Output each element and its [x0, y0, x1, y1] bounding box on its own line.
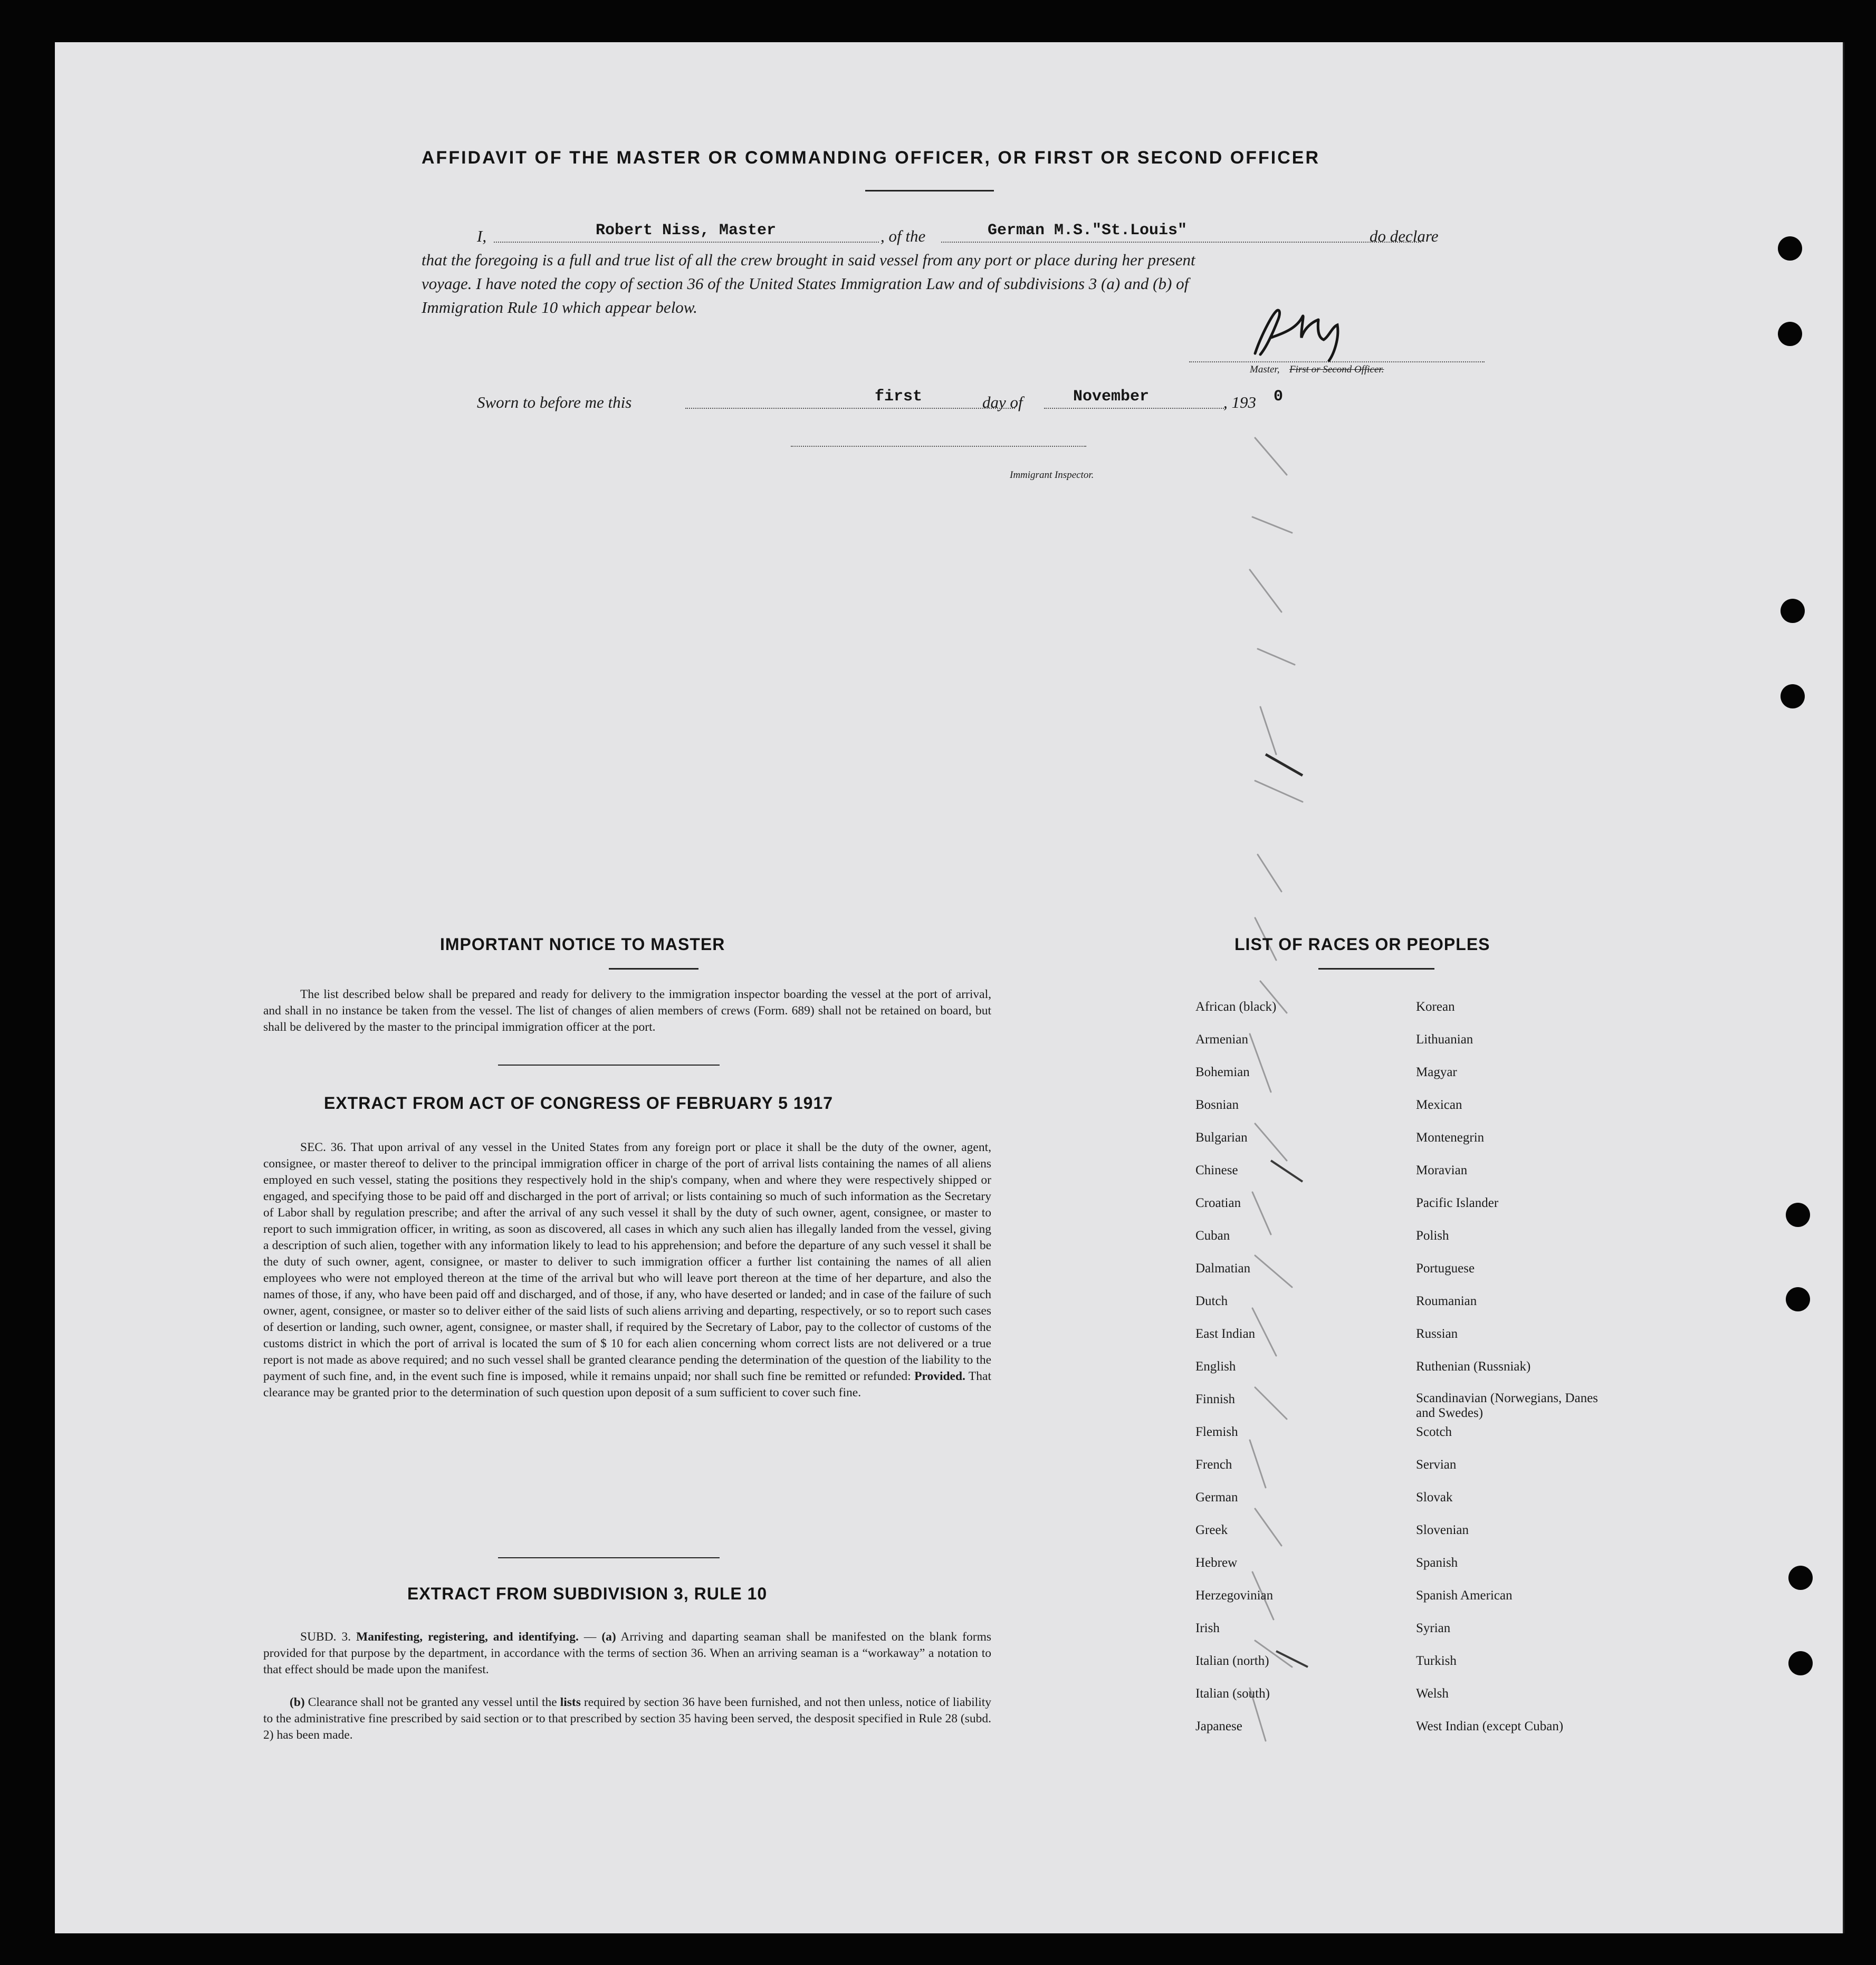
punch-hole	[1786, 1287, 1810, 1311]
title-divider	[865, 190, 994, 191]
race-item: African (black)	[1195, 1000, 1277, 1014]
race-item: Bulgarian	[1195, 1130, 1248, 1145]
rule-b-text-2: required by section 36 have been furnished, and not then unless, notice of liability to the administrative fine prescribed by said section or to that prescribed by section 35 having been served, the desposit specified in	[263, 1695, 992, 1726]
sworn-day-label: day of	[982, 393, 1023, 411]
race-item: Pacific Islander	[1416, 1196, 1499, 1210]
name-field-line	[494, 242, 879, 243]
affidavit-line1-suffix: do declare	[1370, 227, 1439, 245]
act-text-body: SEC. 36. That upon arrival of any vessel in the United States from any foreign port or place it shall be the duty of the owner, agent, consignee, or master thereof to deliver to the principal immigration officer in charge of the port of arrival lists containing the names of all aliens employed en such vessel, stating the positions they respectively hold in the ship's company, when and where they were respectively shipped or engaged, and specifying those to be paid off and discharged in the port of arrival; or lists containing so much of such information as the Secretary of Labor shall by regulation prescribe; and after the arrival of any such vessel it shall by the duty of such owner, agent, consignee, or master to report to such immigration officer, in writing, as soon as discovered, all cases in which any such alien has illegally landed from the vessel, giving a description of such alien, together with any information likely to lead to his apprehension; and before the departure of any such vessel it shall be the duty of such owner, agent, consignee, or master to deliver to such immigration officer a further list containing the names of all alien employees who were not employed thereon at the time of the arrival but who will leave port thereon at the time of her departure, and also the names of those, if any, who have been paid off and discharged, and of those, if any, who have deserted or landed; and in case of the failure of such owner, agent, consignee, or master so to deliver either of the said lists of such aliens arriving and departing, respectively, or so to report such cases of desertion or landing, such owner, agent, consignee, or master shall, if required by the Secretary of Labor, pay to the collector of customs of the customs district in which the port of arrival is located the sum of $ 10 for each alien concerning whom correct lists are not delivered or a true report is not made as above required; and no such vessel shall be granted clearance pending the determination of the question of the liability to the payment of such fine, and, in the event such fine is imposed, while it remains unpaid; nor shall such fine be remitted or refunded:	[263, 1140, 991, 1383]
punch-hole	[1781, 599, 1805, 623]
sworn-prefix: Sworn to before me this	[477, 393, 632, 411]
notice-bottom-divider	[498, 1065, 720, 1066]
races-left-column	[1195, 1000, 1396, 1801]
rule-dash: —	[583, 1630, 597, 1644]
act-provided-label: Provided.	[914, 1369, 965, 1383]
document-sheet	[55, 42, 1844, 1933]
master-signature	[1239, 306, 1361, 364]
affidavit-of-the: , of the	[880, 227, 926, 245]
master-name-value: Robert Niss, Master	[596, 222, 777, 239]
race-item: Bohemian	[1195, 1065, 1250, 1079]
race-item: Irish	[1195, 1621, 1220, 1635]
rule-subd-prefix: SUBD. 3.	[300, 1630, 351, 1644]
rule-b-rule: Rule	[918, 1712, 942, 1726]
race-item: German	[1195, 1490, 1238, 1504]
rule-a-label: (a)	[601, 1630, 616, 1644]
punch-hole	[1778, 236, 1802, 261]
race-item: Flemish	[1195, 1425, 1238, 1439]
inspector-line	[791, 446, 1086, 447]
race-item: Spanish American	[1416, 1588, 1513, 1603]
race-item: Welsh	[1416, 1686, 1449, 1701]
signature-line	[1189, 361, 1485, 362]
notice-title: IMPORTANT NOTICE TO MASTER	[440, 935, 725, 954]
affidavit-line3: voyage. I have noted the copy of section 36 of the United States Immigration Law and of subdivisions 3 (a) and (b) of	[422, 274, 1189, 293]
race-item: Armenian	[1195, 1032, 1248, 1047]
race-item: Syrian	[1416, 1621, 1451, 1635]
punch-hole	[1781, 684, 1805, 708]
rule-b-text-1: Clearance shall not be granted any vessel until the	[308, 1695, 557, 1709]
race-item: Spanish	[1416, 1556, 1458, 1570]
sworn-month-value: November	[1073, 388, 1150, 406]
rule-subd-a	[263, 1629, 991, 1678]
notice-divider	[609, 968, 698, 970]
act-title: EXTRACT FROM ACT OF CONGRESS OF FEBRUARY 5 1917	[324, 1094, 834, 1113]
signature-caption-master: Master,	[1250, 364, 1280, 375]
affidavit-line2: that the foregoing is a full and true list of all the crew brought in said vessel from any port or place during her present	[422, 251, 1195, 269]
race-item: Polish	[1416, 1229, 1449, 1243]
race-item: Servian	[1416, 1458, 1457, 1472]
act-text-after: That clearance may be granted prior to the determination of such question upon deposit of a sum sufficient to cover such fine.	[263, 1369, 991, 1400]
act-text	[263, 1139, 991, 1401]
punch-hole	[1786, 1203, 1810, 1227]
race-item: Scandinavian (Norwegians, Danes and Swedes)	[1416, 1391, 1599, 1420]
notice-text: The list described below shall be prepared and ready for delivery to the immigration inspector boarding the vessel at the port of arrival, and shall in no instance be taken from the vessel. The list of changes of alien members of crews (Form. 689) shall not be retained on board, but shall be delivered by the master to the principal immigration officer at the port.	[263, 988, 991, 1034]
rule-b-lists: lists	[560, 1695, 581, 1709]
race-item: English	[1195, 1359, 1236, 1374]
rule-title: EXTRACT FROM SUBDIVISION 3, RULE 10	[407, 1584, 768, 1603]
race-item: Magyar	[1416, 1065, 1457, 1079]
punch-hole	[1778, 322, 1802, 346]
rule-b-label: (b)	[290, 1695, 305, 1709]
race-item: Scotch	[1416, 1425, 1452, 1439]
races-title: LIST OF RACES OR PEOPLES	[1234, 935, 1490, 954]
rule-subd-heading: Manifesting, registering, and identifying.	[356, 1630, 579, 1644]
race-item: Lithuanian	[1416, 1032, 1473, 1047]
punch-hole	[1788, 1566, 1813, 1590]
race-item: Slovak	[1416, 1490, 1453, 1504]
race-item: Portuguese	[1416, 1261, 1475, 1276]
rule-a-text: Arriving and daparting seaman shall be manifested on the blank forms provided for that purpose by the department, in accordance with the terms of section 36. When an arriving seaman is a “workaway” a notation to that effect should be made upon the manifest.	[263, 1630, 992, 1676]
race-item: Dutch	[1195, 1294, 1228, 1308]
race-item: Chinese	[1195, 1163, 1238, 1177]
races-right-column	[1416, 1000, 1638, 1801]
race-item: Italian (south)	[1195, 1686, 1270, 1701]
race-item: Slovenian	[1416, 1523, 1469, 1537]
race-item: Ruthenian (Russniak)	[1416, 1359, 1531, 1374]
race-item: Turkish	[1416, 1654, 1457, 1668]
vessel-field-line	[941, 242, 1421, 243]
sworn-day-line	[685, 408, 1015, 409]
act-bottom-divider	[498, 1557, 720, 1558]
race-item: Finnish	[1195, 1392, 1236, 1406]
race-item: Japanese	[1195, 1719, 1242, 1733]
race-item: Italian (north)	[1195, 1654, 1269, 1668]
inspector-caption: Immigrant Inspector.	[1010, 469, 1094, 481]
race-item: Hebrew	[1195, 1556, 1238, 1570]
sworn-month-line	[1044, 408, 1226, 409]
race-item: West Indian (except Cuban)	[1416, 1719, 1564, 1733]
races-divider	[1318, 968, 1434, 970]
race-item: Cuban	[1195, 1229, 1230, 1243]
race-item: East Indian	[1195, 1327, 1256, 1341]
race-item: Korean	[1416, 1000, 1455, 1014]
sworn-year-prefix: , 193	[1223, 393, 1256, 411]
affidavit-line1-prefix: I,	[477, 227, 487, 245]
vessel-name-value: German M.S."St.Louis"	[988, 222, 1188, 239]
race-item: Greek	[1195, 1523, 1228, 1537]
race-item: Mexican	[1416, 1098, 1462, 1112]
sworn-year-digit: 0	[1274, 388, 1284, 406]
race-item: Montenegrin	[1416, 1130, 1485, 1145]
signature-caption-struck: First or Second Officer.	[1289, 364, 1384, 375]
punch-hole	[1788, 1651, 1813, 1675]
race-item: Moravian	[1416, 1163, 1468, 1177]
race-item: Herzegovinian	[1195, 1588, 1274, 1603]
affidavit-title: AFFIDAVIT OF THE MASTER OR COMMANDING OFFICER, OR FIRST OR SECOND OFFICER	[422, 148, 1320, 168]
rule-b-text-3: 28 (subd. 2) has been made.	[263, 1712, 991, 1742]
race-item: Russian	[1416, 1327, 1458, 1341]
race-item: Croatian	[1195, 1196, 1241, 1210]
rule-subd-b	[263, 1694, 991, 1743]
race-item: French	[1195, 1458, 1232, 1472]
race-item: Roumanian	[1416, 1294, 1477, 1308]
sworn-day-value: first	[875, 388, 923, 406]
affidavit-line4: Immigration Rule 10 which appear below.	[422, 298, 697, 317]
race-item: Bosnian	[1195, 1098, 1239, 1112]
race-item: Dalmatian	[1195, 1261, 1251, 1276]
